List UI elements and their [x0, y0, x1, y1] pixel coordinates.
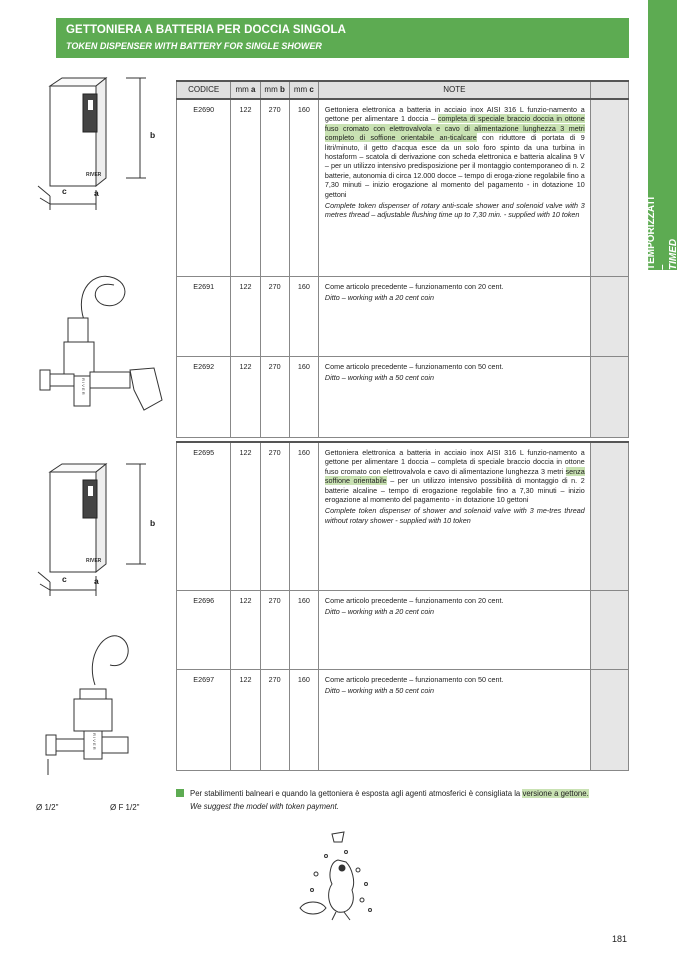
- cell-c: 160: [289, 99, 318, 276]
- header-note: NOTE: [318, 81, 590, 99]
- cell-note: Come articolo precedente – funzionamento con 20 cent. Ditto – working with a 20 cent coin: [318, 276, 590, 356]
- cell-note: Gettoniera elettronica a batteria in acciaio inox AISI 316 L funzio-namento a gettone per alimentare 1 doccia – completa di speciale braccio doccia in ottone fuso cromato con elettrovalvola e cavo di alimentazione lunghezza 3 metri completo di soffione orientabile an-ticalcare con riduttore di portata di 9 litri/minuto, il getto d'acqua esce da un solo foro spinto da una turbina in hostaform – scatola di derivazione con scheda elettronica e batteria alcalina 9 V – per un utilizzo intensivo predisposizione per il montaggio contemporaneo di n. 2 batterie, autonomia di circa 12.000 docce – tempo di eroga-zione regolabile fino a 7,30 minuti – inizio erogazione al momento del pagamento - in dotazione 10 gettoni Complete token dispenser of rotary anti-scale shower and solenoid valve with 3 metres thread – adjustable flushing time up to 7,30 min. - supplied with 10 token: [318, 99, 590, 276]
- note-english: Complete token dispenser of shower and solenoid valve with 3 me-tres thread without rotary shower - supplied with 10 token: [324, 506, 585, 525]
- category-side-tab: [648, 0, 677, 270]
- footnote-highlight: versione a gettone.: [522, 789, 589, 798]
- cell-a: 122: [231, 590, 260, 669]
- category-label-en: TIMED: [668, 238, 679, 270]
- cell-code: E2692: [177, 356, 231, 437]
- cell-note: Come articolo precedente – funzionamento con 50 cent. Ditto – working with a 50 cent coin: [318, 669, 590, 770]
- shower-mascot-illustration: [296, 830, 386, 922]
- footnote-english: We suggest the model with token payment.: [190, 802, 339, 811]
- footnote-italian: Per stabilimenti balneari e quando la gettoniera è esposta agli agenti atmosferici è consigliata la versione a gettone.: [190, 789, 589, 798]
- table-header-row: [177, 81, 629, 99]
- footnote-bullet-icon: [176, 789, 184, 797]
- note-english: Complete token dispenser of rotary anti-scale shower and solenoid valve with 3 metres thread – adjustable flushing time up to 7,30 min. - supplied with 10 token: [324, 201, 585, 220]
- dispenser-box-drawing-2: [36, 458, 166, 603]
- cell-note: Come articolo precedente – funzionamento con 50 cent. Ditto – working with a 50 cent coin: [318, 356, 590, 437]
- cell-extra: [590, 99, 628, 276]
- header-c: mm c: [289, 81, 318, 99]
- cell-b: 270: [260, 590, 289, 669]
- note-english: Ditto – working with a 50 cent coin: [324, 372, 434, 382]
- valve-shower-drawing: [34, 270, 174, 440]
- page-number: 181: [612, 934, 628, 944]
- page-title: GETTONIERA A BATTERIA PER DOCCIA SINGOLA: [66, 24, 347, 36]
- cell-b: 270: [260, 442, 289, 590]
- cell-a: 122: [231, 276, 260, 356]
- cell-code: E2695: [177, 442, 231, 590]
- cell-code: E2696: [177, 590, 231, 669]
- cell-note: Come articolo precedente – funzionamento con 20 cent. Ditto – working with a 20 cent coin: [318, 590, 590, 669]
- cell-a: 122: [231, 99, 260, 276]
- cell-code: E2697: [177, 669, 231, 770]
- cell-extra: [590, 356, 628, 437]
- box-brand-label-1: RIVER: [86, 172, 102, 178]
- connection-label-left: Ø 1/2": [36, 803, 59, 812]
- dim-label-a-2: a: [94, 576, 99, 586]
- table-row: [177, 276, 629, 356]
- cell-extra: [590, 442, 628, 590]
- page-subtitle: TOKEN DISPENSER WITH BATTERY FOR SINGLE SHOWER: [66, 41, 322, 51]
- connection-label-right: Ø F 1/2": [110, 803, 140, 812]
- dispenser-box-drawing-1: [36, 72, 166, 217]
- dim-label-c-1: c: [62, 186, 67, 196]
- category-label-it: TEMPORIZZATI: [646, 196, 657, 270]
- table-row: [177, 442, 629, 590]
- cell-b: 270: [260, 276, 289, 356]
- box-brand-label-2: RIVER: [86, 558, 102, 564]
- note-english: Ditto – working with a 20 cent coin: [324, 606, 434, 616]
- header-b: mm b: [260, 81, 289, 99]
- cell-b: 270: [260, 356, 289, 437]
- category-separator: –: [657, 264, 668, 270]
- cell-c: 160: [289, 276, 318, 356]
- note-highlight: senza soffione orientabile: [324, 466, 585, 486]
- note-english: Ditto – working with a 50 cent coin: [324, 685, 434, 695]
- table-row: [177, 356, 629, 437]
- valve-brand-label-1: R I V E R: [81, 378, 86, 395]
- note-english: Ditto – working with a 20 cent coin: [324, 292, 434, 302]
- cell-code: E2690: [177, 99, 231, 276]
- header-code: CODICE: [177, 81, 231, 99]
- cell-code: E2691: [177, 276, 231, 356]
- cell-extra: [590, 276, 628, 356]
- cell-note: Gettoniera elettronica a batteria in acciaio inox AISI 316 L funzio-namento a gettone per alimentare 1 doccia – completa di speciale braccio doccia in ottone fuso cromato con elettrovalvola e cavo di alimentazione lunghezza 3 metri senza soffione orientabile – per un utilizzo intensivo possibilità di montaggio di n. 2 batterie alcaline – tempo di erogazione regolabile fino a 7,30 minuti – inizio erogazione al momento del pagamento - in dotazione 10 gettoni Complete token dispenser of shower and solenoid valve with 3 me-tres thread without rotary shower - supplied with 10 token: [318, 442, 590, 590]
- cell-a: 122: [231, 442, 260, 590]
- dim-label-a-1: a: [94, 188, 99, 198]
- cell-a: 122: [231, 356, 260, 437]
- cell-extra: [590, 669, 628, 770]
- cell-b: 270: [260, 99, 289, 276]
- cell-c: 160: [289, 590, 318, 669]
- spec-table-group-2: [176, 441, 629, 771]
- cell-c: 160: [289, 669, 318, 770]
- cell-b: 270: [260, 669, 289, 770]
- cell-a: 122: [231, 669, 260, 770]
- note-highlight: completa di speciale braccio doccia in ottone fuso cromato con elettrovalvola e cavo di alimentazione lunghezza 3 metri completo di soffione orientabile an-ticalcare: [324, 114, 585, 143]
- table-row: [177, 590, 629, 669]
- cell-extra: [590, 590, 628, 669]
- valve-brand-label-2: R I V E R: [92, 733, 97, 750]
- category-label: [648, 0, 677, 270]
- table-row: [177, 99, 629, 276]
- header-band: [56, 18, 629, 58]
- spec-table-group-1: [176, 80, 629, 438]
- valve-drawing: [40, 625, 150, 775]
- cell-c: 160: [289, 442, 318, 590]
- header-extra: [590, 81, 628, 99]
- header-a: mm a: [231, 81, 260, 99]
- dim-label-c-2: c: [62, 574, 67, 584]
- table-row: [177, 669, 629, 770]
- cell-c: 160: [289, 356, 318, 437]
- dim-label-b-1: b: [150, 130, 156, 140]
- dim-label-b-2: b: [150, 518, 156, 528]
